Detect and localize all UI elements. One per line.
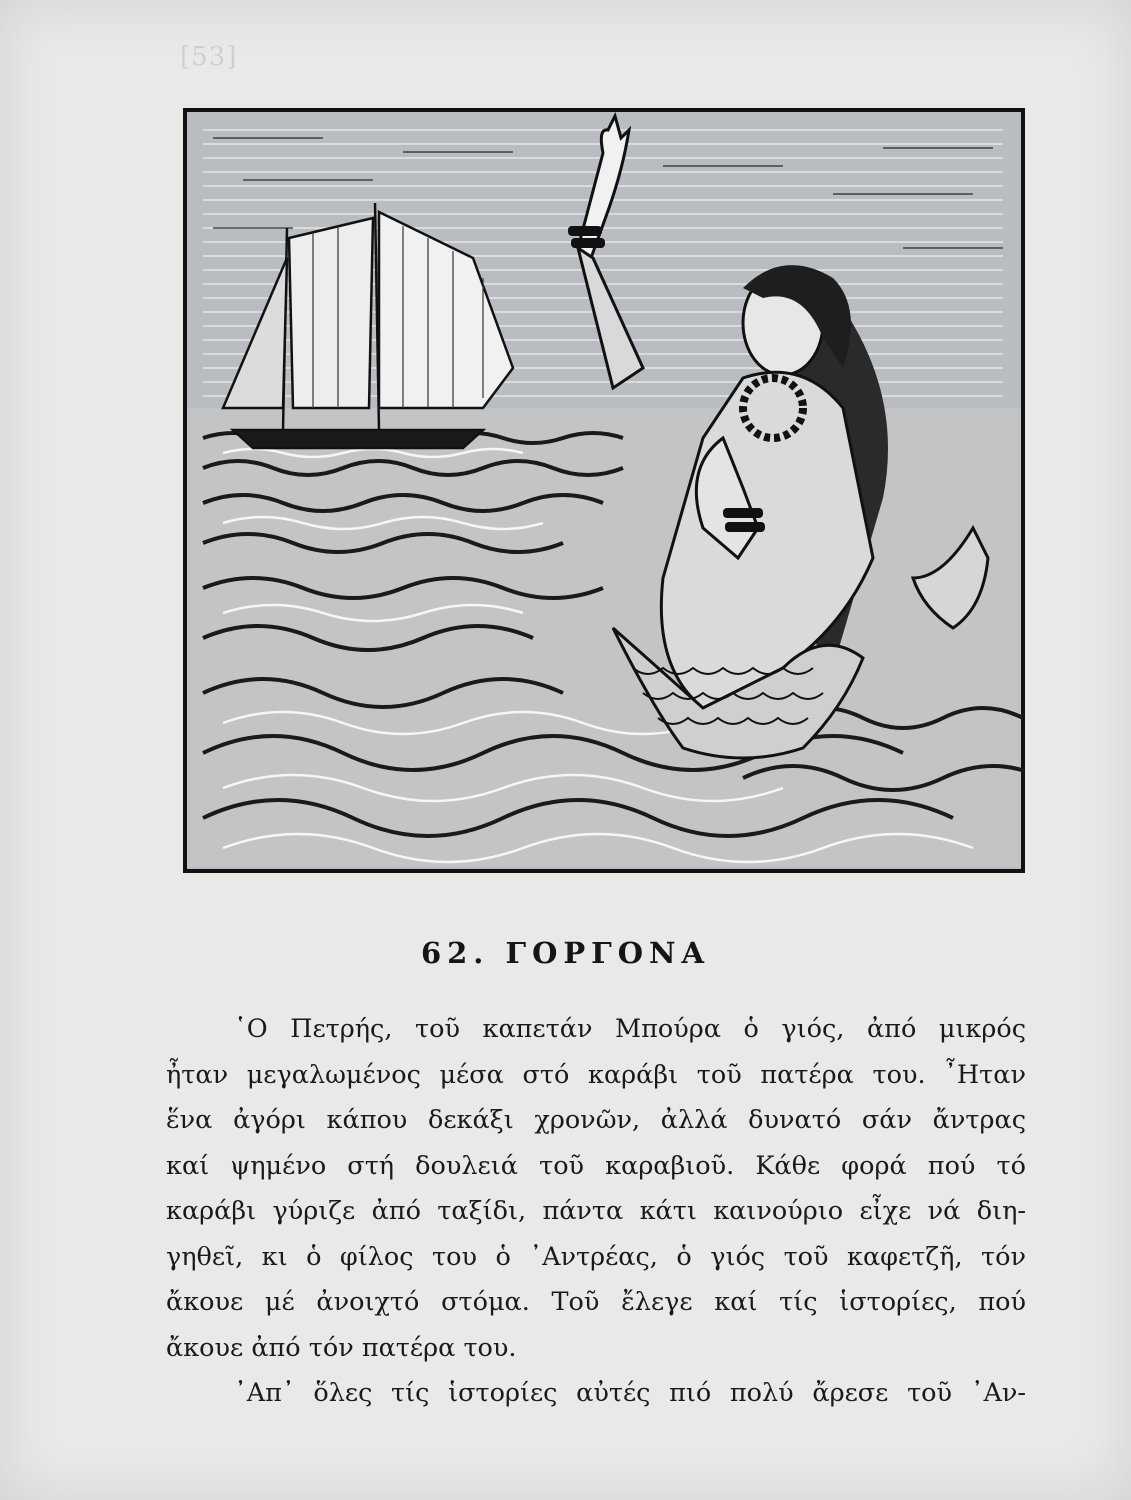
- story-text: [166, 1007, 1026, 1417]
- page-number: [53]: [180, 42, 238, 72]
- text-line: καί ψημένο στή δουλειά τοῦ καραβιοῦ. Κάθε φορά πού τό: [166, 1150, 1026, 1181]
- text-line: ἕνα ἀγόρι κάπου δεκάξι χρονῶν, ἀλλά δυνατό σάν ἄντρας: [166, 1105, 1026, 1135]
- text-line: καράβι γύριζε ἀπό ταξίδι, πάντα κάτι καινούριο εἶχε νά διη-: [166, 1196, 1026, 1226]
- text-line: ῾Ο Πετρής, τοῦ καπετάν Μπούρα ὁ γιός, ἀπό μικρός: [234, 1014, 1026, 1044]
- text-line: ἄκουε ἀπό τόν πατέρα του.: [166, 1332, 517, 1363]
- mermaid-woodcut-icon: [183, 108, 1025, 873]
- text-line: ἄκουε μέ ἀνοιχτό στόμα. Τοῦ ἔλεγε καί τίς ἱστορίες, πού: [166, 1287, 1026, 1317]
- text-line: ἦταν μεγαλωμένος μέσα στό καράβι τοῦ πατέρα του. ῏Ηταν: [166, 1059, 1026, 1090]
- mermaid-illustration: [183, 108, 1025, 873]
- text-line: γηθεῖ, κι ὁ φίλος του ὁ ᾿Αντρέας, ὁ γιός τοῦ καφετζῆ, τόν: [166, 1241, 1026, 1272]
- chapter-title: 62. ΓΟΡΓΟΝΑ: [420, 936, 711, 970]
- text-line: ᾿Απ᾿ ὅλες τίς ἱστορίες αὐτές πιό πολύ ἄρεσε τοῦ ᾿Αν-: [234, 1378, 1026, 1408]
